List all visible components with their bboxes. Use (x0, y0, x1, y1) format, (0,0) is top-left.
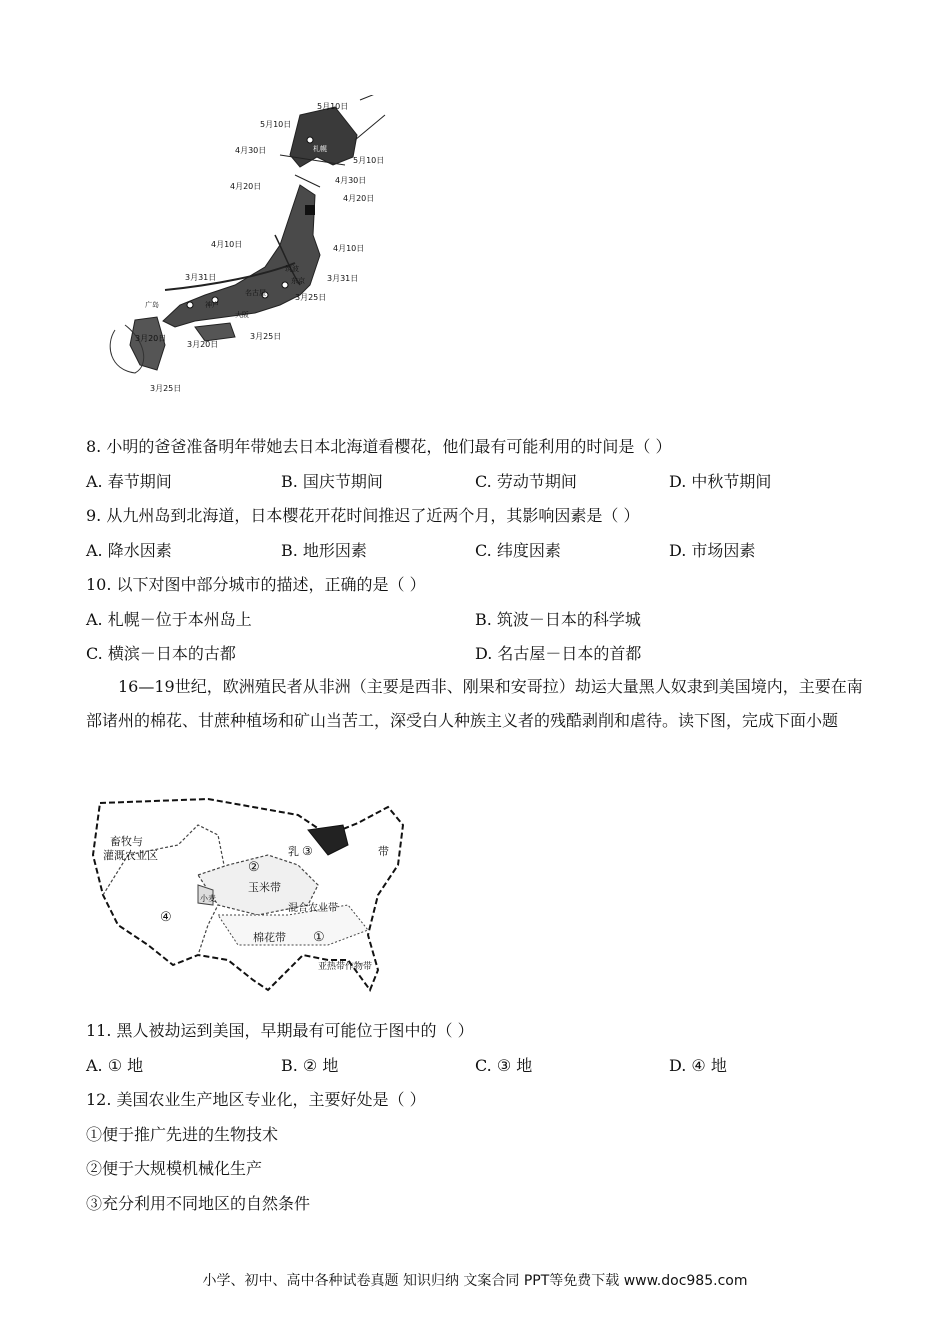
map-label: 3月20日 (187, 340, 219, 349)
q12-statement-3: ③充分利用不同地区的自然条件 (86, 1194, 311, 1213)
question-12-stem: 12. 美国农业生产地区专业化，主要好处是（ ） (86, 1090, 426, 1109)
usa-agriculture-map (88, 795, 423, 1000)
question-11-stem: 11. 黑人被劫运到美国，早期最有可能位于图中的（ ） (86, 1021, 474, 1040)
city-label: 神户 (205, 301, 219, 309)
region-label: 小麦 (200, 894, 216, 903)
q8-option-d: D. 中秋节期间 (669, 472, 772, 491)
q8-option-b: B. 国庆节期间 (281, 472, 383, 491)
q10-option-d: D. 名古屋－日本的首都 (475, 644, 642, 663)
city-label: 广岛 (145, 301, 159, 309)
map-label: 3月31日 (185, 273, 217, 282)
q10-option-a: A. 札幌－位于本州岛上 (86, 610, 252, 629)
region-label: 棉花带 (253, 931, 286, 944)
region-label: 畜牧与 (110, 835, 143, 848)
map-label: 4月20日 (343, 194, 375, 203)
q9-option-c: C. 纬度因素 (475, 541, 561, 560)
japan-cherry-blossom-map (95, 95, 405, 400)
q10-option-c: C. 横滨－日本的古都 (86, 644, 236, 663)
region-number-2: ② (248, 860, 260, 875)
region-label: 混合农业带 (288, 903, 338, 914)
map-label: 3月25日 (250, 332, 282, 341)
map-label: 5月10日 (353, 156, 385, 165)
map-label: 4月10日 (211, 240, 243, 249)
q8-option-c: C. 劳动节期间 (475, 472, 577, 491)
map-label: 3月31日 (327, 274, 359, 283)
map-label: 3月20日 (135, 334, 167, 343)
question-9-stem: 9. 从九州岛到北海道，日本樱花开花时间推迟了近两个月，其影响因素是（ ） (86, 506, 640, 525)
q10-option-b: B. 筑波－日本的科学城 (475, 610, 641, 629)
map-label: 3月25日 (295, 293, 327, 302)
q12-statement-1: ①便于推广先进的生物技术 (86, 1125, 279, 1144)
page-footer: 小学、初中、高中各种试卷真题 知识归纳 文案合同 PPT等免费下载 www.doc985.com (202, 1273, 748, 1289)
region-label: 玉米带 (248, 881, 281, 894)
q11-option-c: C. ③ 地 (475, 1056, 533, 1075)
city-label: 东京 (291, 277, 305, 285)
q8-option-a: A. 春节期间 (86, 472, 172, 491)
region-number-1: ① (313, 930, 325, 945)
region-number-3: ③ (302, 844, 313, 858)
reading-passage: 16—19世纪，欧洲殖民者从非洲（主要是西非、刚果和安哥拉）劫运大量黑人奴隶到美国境内，主要在南部诸州的棉花、甘蔗种植场和矿山当苦工，深受白人种族主义者的残酷剥削和虐待。读下图，完成下面小题 (86, 677, 863, 730)
city-label: 名古屋 (245, 289, 266, 297)
map-label: 4月10日 (333, 244, 365, 253)
city-label: 札幌 (313, 145, 327, 153)
q11-option-b: B. ② 地 (281, 1056, 339, 1075)
region-number-4: ④ (160, 910, 172, 925)
q11-option-a: A. ① 地 (86, 1056, 144, 1075)
map-label: 3月25日 (150, 384, 182, 393)
q9-option-b: B. 地形因素 (281, 541, 367, 560)
region-label: 乳 (288, 845, 299, 858)
q11-option-d: D. ④ 地 (669, 1056, 727, 1075)
map-label: 4月30日 (235, 146, 267, 155)
legend-marker (305, 205, 315, 215)
region-label: 亚热带作物带 (318, 962, 373, 972)
city-label: 筑波 (285, 265, 299, 273)
map-label: 5月10日 (317, 102, 349, 111)
map-label: 5月10日 (260, 120, 292, 129)
region-label: 灌溉农业区 (103, 849, 158, 862)
map-label: 4月20日 (230, 182, 262, 191)
region-label: 带 (378, 845, 389, 858)
q12-statement-2: ②便于大规模机械化生产 (86, 1159, 263, 1178)
question-10-stem: 10. 以下对图中部分城市的描述，正确的是（ ） (86, 575, 426, 594)
q9-option-d: D. 市场因素 (669, 541, 756, 560)
map-label: 4月30日 (335, 176, 367, 185)
question-8-stem: 8. 小明的爸爸准备明年带她去日本北海道看樱花，他们最有可能利用的时间是（ ） (86, 437, 672, 456)
city-label: 大阪 (235, 311, 249, 319)
q9-option-a: A. 降水因素 (86, 541, 172, 560)
